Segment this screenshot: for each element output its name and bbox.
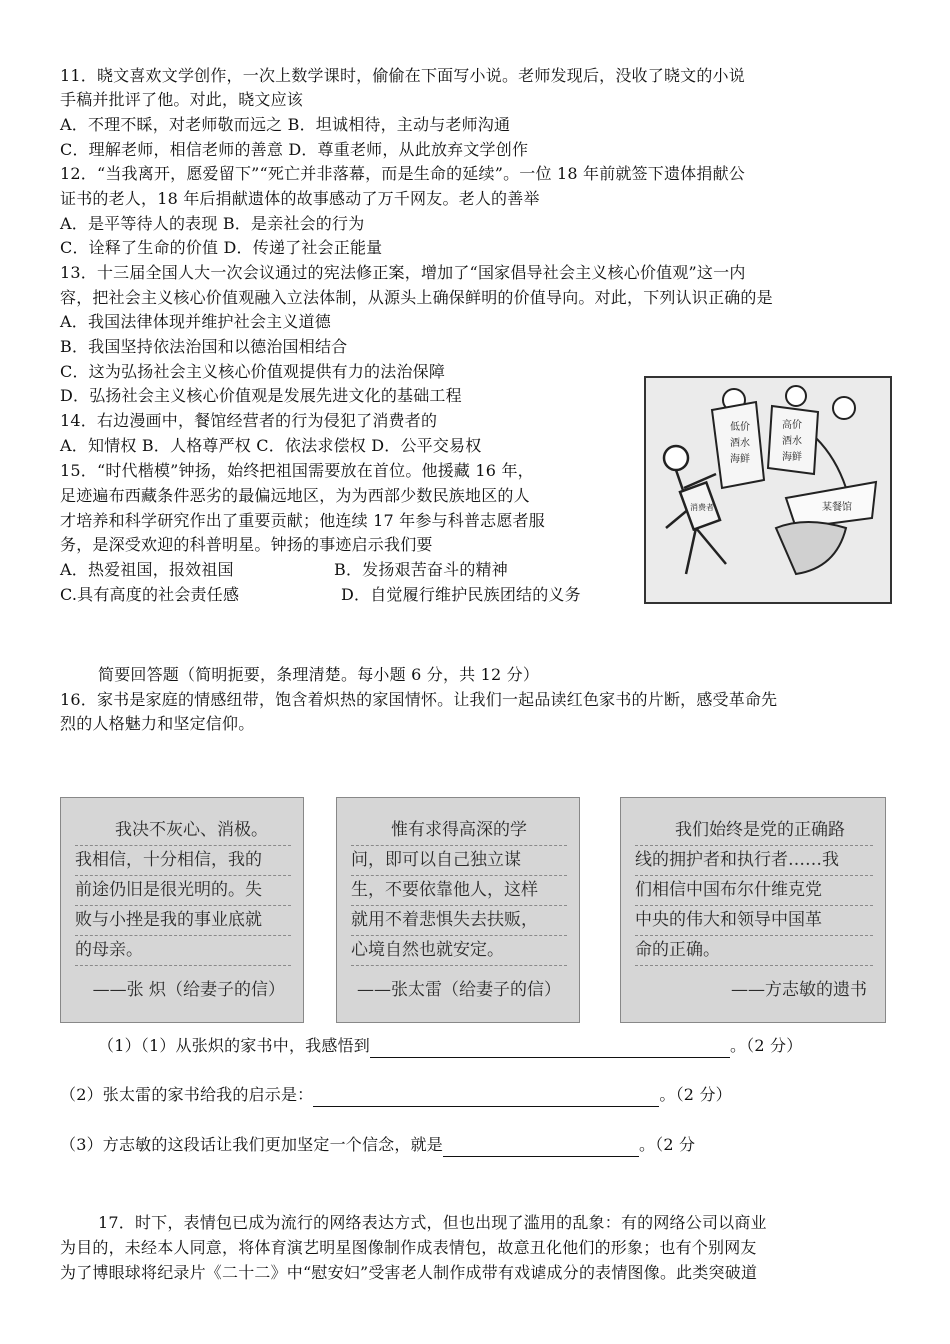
- q11-options-ab: A．不理不睬，对老师敬而远之 B．坦诚相待，主动与老师沟通: [60, 115, 511, 134]
- q12-options-ab: A．是平等待人的表现 B．是亲社会的行为: [60, 214, 365, 233]
- sign1-line3: 海鲜: [730, 454, 750, 465]
- q13-option-d: D．弘扬社会主义核心价值观是发展先进文化的基础工程: [60, 386, 462, 405]
- sign1-line1: 低价: [730, 422, 750, 433]
- letter2-line2: 问，即可以自己独立谋: [351, 846, 567, 876]
- q13-option-a: A．我国法律体现并维护社会主义道德: [60, 312, 331, 331]
- letter1-line5: 的母亲。: [75, 936, 291, 966]
- q15-option-d: D．自觉履行维护民族团结的义务: [341, 585, 581, 604]
- restaurant-comic: [644, 376, 892, 604]
- q17-stem-line3: 为了博眼球将纪录片《二十二》中“慰安妇”受害老人制作成带有戏谑成分的表情图像。此类突破道: [60, 1263, 758, 1282]
- sign2-line2: 酒水: [782, 436, 802, 447]
- letter3-line1: 我们始终是党的正确路: [635, 816, 873, 846]
- q13-option-c: C．这为弘扬社会主义核心价值观提供有力的法治保障: [60, 362, 446, 381]
- q15-stem-line3: 才培养和科学研究作出了重要贡献；他连续 17 年参与科普志愿者服: [60, 511, 545, 530]
- section-title: 简要回答题（简明扼要，条理清楚。每小题 6 分，共 12 分）: [98, 665, 540, 684]
- price-sign-low: [712, 402, 764, 488]
- store-label: 某餐馆: [822, 502, 852, 513]
- q16-sub3-answer-blank[interactable]: [443, 1138, 639, 1157]
- q16-sub3: [60, 1133, 695, 1157]
- sign2-line1: 高价: [782, 420, 802, 431]
- price-sign-high: [768, 406, 818, 474]
- q15-stem-line2: 足迹遍布西藏条件恶劣的最偏远地区，为为西部少数民族地区的人: [60, 486, 530, 505]
- letter3-signature: ——方志敏的遗书: [731, 980, 867, 1000]
- letter1-line1: 我决不灰心、消极。: [75, 816, 291, 846]
- letter-zhang-tailei: [336, 797, 580, 1023]
- q16-sub2-prompt: （2）张太雷的家书给我的启示是：: [60, 1085, 314, 1104]
- q12-stem-line2: 证书的老人，18 年后捐献遗体的故事感动了万千网友。老人的善举: [60, 189, 540, 208]
- q16-sub3-prompt: （3）方志敏的这段话让我们更加坚定一个信念，就是: [60, 1135, 443, 1154]
- letter3-line4: 中央的伟大和领导中国革: [635, 906, 873, 936]
- q15-stem-line1: 15．“时代楷模”钟扬，始终把祖国需要放在首位。他援藏 16 年，: [60, 461, 534, 480]
- q16-sub1-answer-blank[interactable]: [370, 1039, 730, 1058]
- letter-fang-zhimin: [620, 797, 886, 1023]
- q16-sub3-points: 。（2 分: [638, 1135, 696, 1154]
- q11-stem-line2: 手稿并批评了他。对此，晓文应该: [60, 90, 304, 109]
- q15-option-b: B．发扬艰苦奋斗的精神: [334, 560, 508, 579]
- q16-stem-line1: 16．家书是家庭的情感纽带，饱含着炽热的家国情怀。让我们一起品读红色家书的片断，感受革命先: [60, 690, 778, 709]
- q14-stem: 14．右边漫画中，餐馆经营者的行为侵犯了消费者的: [60, 411, 438, 430]
- sign2-line3: 海鲜: [782, 452, 802, 463]
- q11-stem-line1: 11．晓文喜欢文学创作，一次上数学课时，偷偷在下面写小说。老师发现后，没收了晓文的小说: [60, 66, 745, 85]
- q16-sub1: [98, 1034, 802, 1058]
- q15-option-c: C.具有高度的社会责任感: [60, 585, 240, 604]
- letter1-line4: 败与小挫是我的事业底就: [75, 906, 291, 936]
- q13-stem-line1: 13．十三届全国人大一次会议通过的宪法修正案，增加了“国家倡导社会主义核心价值观”这一内: [60, 263, 746, 282]
- q15-option-a: A．热爱祖国，报效祖国: [60, 560, 234, 579]
- letter3-line2: 线的拥护者和执行者……我: [635, 846, 873, 876]
- letter2-line1: 惟有求得高深的学: [351, 816, 567, 846]
- q16-sub1-prompt: （1）（1）从张炽的家书中，我感悟到: [98, 1036, 370, 1055]
- letter-zhang-chi: [60, 797, 304, 1023]
- q17-stem-line2: 为目的，未经本人同意，将体育演艺明星图像制作成表情包，故意丑化他们的形象；也有个别网友: [60, 1238, 757, 1257]
- q16-sub2-answer-blank[interactable]: [313, 1088, 659, 1107]
- q11-options-cd: C．理解老师，相信老师的善意 D．尊重老师，从此放弃文学创作: [60, 140, 529, 159]
- q13-option-b: B．我国坚持依法治国和以德治国相结合: [60, 337, 348, 356]
- q16-sub2: [60, 1083, 732, 1107]
- letter1-line2: 我相信，十分相信，我的: [75, 846, 291, 876]
- q16-sub1-points: 。（2 分）: [729, 1036, 803, 1055]
- victim-label: 消费者: [690, 503, 714, 512]
- q12-options-cd: C．诠释了生命的价值 D．传递了社会正能量: [60, 238, 383, 257]
- q14-options: A．知情权 B．人格尊严权 C．依法求偿权 D．公平交易权: [60, 436, 482, 455]
- letter3-line5: 命的正确。: [635, 936, 873, 966]
- q16-sub2-points: 。（2 分）: [659, 1085, 732, 1104]
- q15-stem-line4: 务，是深受欢迎的科普明星。钟扬的事迹启示我们要: [60, 535, 433, 554]
- letter1-signature: ——张 炽（给妻子的信）: [92, 980, 285, 1000]
- sign1-line2: 酒水: [730, 438, 750, 449]
- q12-stem-line1: 12．“当我离开，愿爱留下”“死亡并非落幕，而是生命的延续”。一位 18 年前就签下遗体捐献公: [60, 164, 746, 183]
- letter3-line3: 们相信中国布尔什维克党: [635, 876, 873, 906]
- letter2-signature: ——张太雷（给妻子的信）: [357, 980, 561, 1000]
- letter2-line5: 心境自然也就安定。: [351, 936, 567, 966]
- q17-stem-line1: 17．时下，表情包已成为流行的网络表达方式，但也出现了滥用的乱象：有的网络公司以商业: [98, 1213, 767, 1232]
- q16-stem-line2: 烈的人格魅力和坚定信仰。: [60, 714, 255, 733]
- letter2-line3: 生，不要依靠他人，这样: [351, 876, 567, 906]
- q13-stem-line2: 容，把社会主义核心价值观融入立法体制，从源头上确保鲜明的价值导向。对此，下列认识正确的是: [60, 288, 773, 307]
- letter2-line4: 就用不着悲惧失去扶贩，: [351, 906, 567, 936]
- letter1-line3: 前途仍旧是很光明的。失: [75, 876, 291, 906]
- comic-drawing: [646, 378, 890, 602]
